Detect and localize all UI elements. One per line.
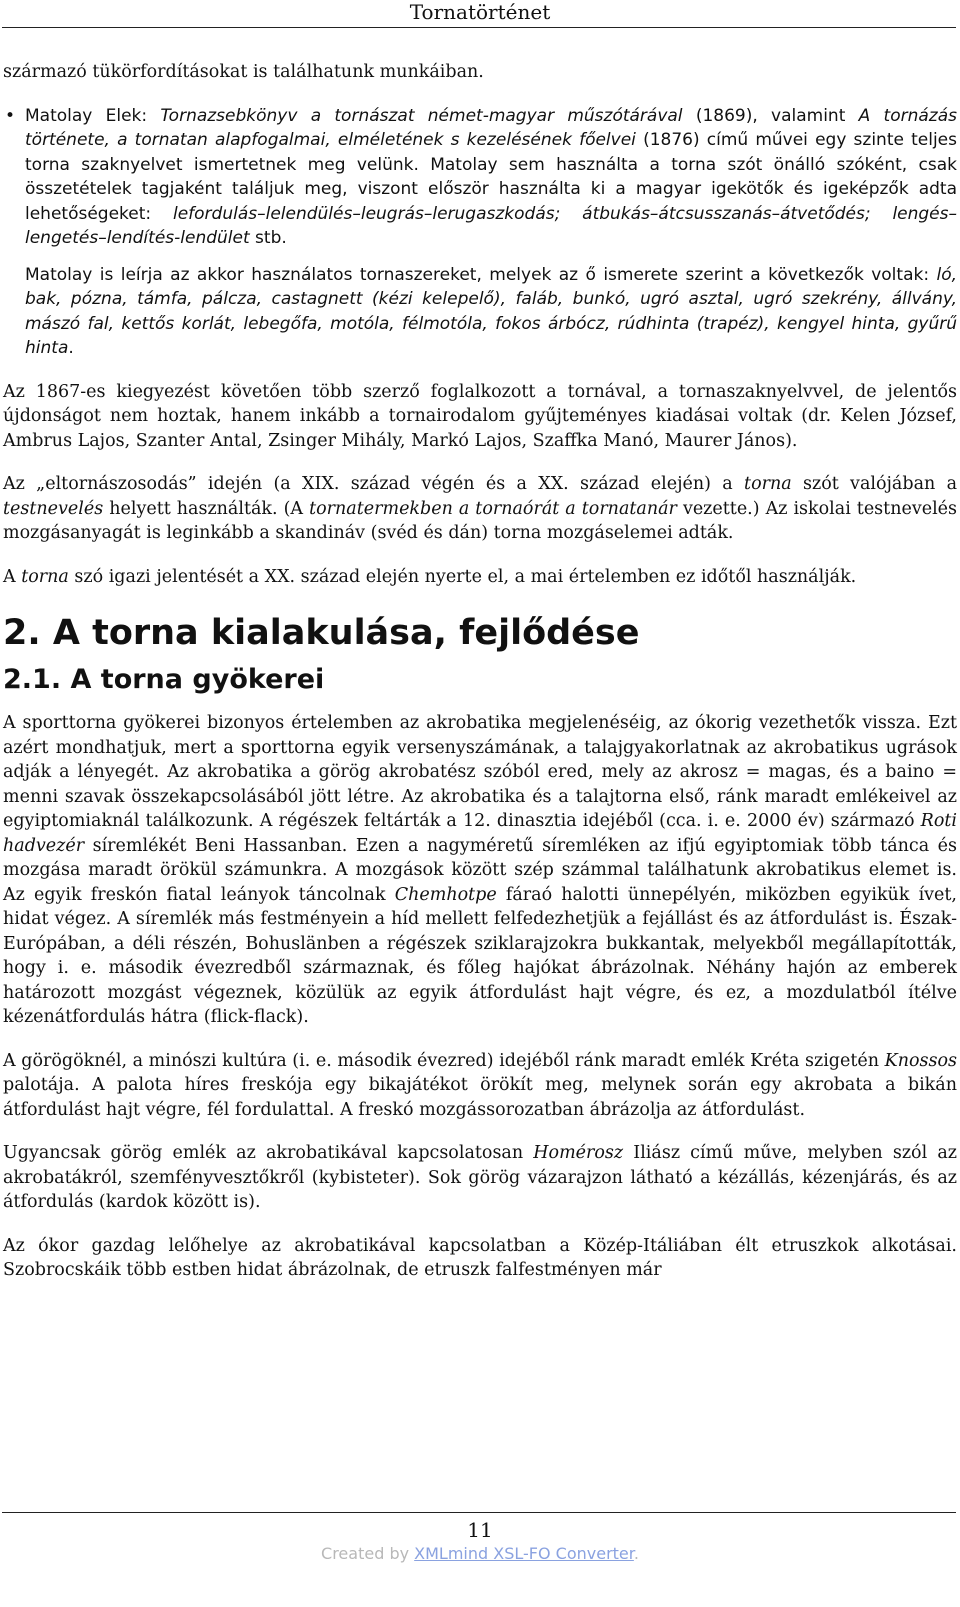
paragraph-gyokerek: A sporttorna gyökerei bizonyos értelemben az akrobatika megjelenéséig, az ókorig vezethetők vissza. Ezt azért mondhatjuk, mert a sporttorna egyik versenyszámának, a talajgyakorlatnak az akrobatikus ugrások adják a lényegét. Az akrobatika a görög akrobatész szóból ered, mely az akrosz = magas, és a baino = menni szavak összekapcsolásából jött létre. Az akrobatika és a talajtorna első, ránk maradt emlékeivel az egyiptomiaknál találkozunk. A régészek feltárták a 12. dinasztia idejéből (cca. i. e. 2000 év) származó Roti hadvezér síremlékét Beni Hassanban. Ezen a nagyméretű síremléken az ifjú egyiptomiak több tánca és mozgása maradt örökül számunkra. A mozgások között szép számmal találhatunk akrobatikus elemet is. Az egyik freskón fiatal leányok táncolnak Chemhotpe fáraó halotti ünnepélyén, miközben egyikük ívet, hidat végez. A síremlék más festményein a híd mellett felfedezhetjük a fejállást és az átfordulást is. Észak-Európában, a déli részén, Bohuslänben a régészek sziklarajzokra bukkantak, melyekből megállapították, hogy i. e. második évezredből származnak, és főleg hajókat ábrázolnak. Néhány hajón az emberek határozott mozgást végeznek, közülük az egyik átfordulást hajt végre, és ez, a mozdulatból ítélve kézenátfordulás hátra (flick-flack).	[3, 713, 957, 1027]
running-header-title: Tornatörténet	[409, 0, 551, 24]
chapter-heading: 2. A torna kialakulása, fejlődése	[3, 613, 640, 653]
footer-rule	[2, 1512, 956, 1513]
header-rule	[2, 27, 956, 28]
paragraph-etruszkok: Az ókor gazdag lelőhelye az akrobatikával kapcsolatban a Közép-Itáliában élt etruszkok alkotásai. Szobrocskáik több estben hidat ábrázolnak, de etruszk falfestményen már	[3, 1235, 957, 1280]
bullet-icon: •	[5, 105, 16, 126]
page-number: 11	[467, 1518, 493, 1542]
bullet-paragraph-1: Matolay Elek: Tornazsebkönyv a tornászat német-magyar műszótárával (1869), valamint A tornázás története, a tornatan alapfogalmai, elméletének s kezelésének főelvei (1876) című művei egy szinte teljes torna szaknyelvet ismertetnek meg velünk. Matolay sem használta a torna szót önálló szóként, csak összetételek tagjaként találjuk meg, viszont először használta ki a magyar igekötők és igeképzők adta lehetőségeket: lefordulás–lelendülés–leugrás–lerugaszkodás; átbukás–átcsusszanás–átvetődés; lengés–lengetés–lendítés-lendület stb.	[25, 105, 958, 248]
section-heading: 2.1. A torna gyökerei	[3, 664, 325, 695]
page-body	[3, 60, 957, 1283]
paragraph-kiegyezes: Az 1867-es kiegyezést követően több szerző foglalkozott a tornával, a tornaszaknyelvvel, de jelentős újdonságot nem hoztak, hanem inkább a tornairodalom gyűjteményes kiadásai voltak (dr. Kelen József, Ambrus Lajos, Szanter Antal, Zsinger Mihály, Markó Lajos, Szaffka Manó, Maurer János).	[3, 381, 957, 451]
bullet-item-matolay	[3, 104, 957, 361]
book-title-1: Tornazsebkönyv a tornászat német-magyar műszótárával	[160, 105, 683, 126]
paragraph-continuation: származó tükörfordításokat is találhatunk munkáiban.	[3, 62, 484, 82]
generator-credit: Created by XMLmind XSL-FO Converter.	[321, 1544, 639, 1563]
paragraph-eltornaszosodas: Az „eltornászosodás” idején (a XIX. század végén és a XX. század elején) a torna szót valójában a testnevelés helyett használták. (A tornatermekben a tornaórát a tornatanár vezette.) Az iskolai testnevelés mozgásanyagát is leginkább a skandináv (svéd és dán) torna mozgáselemei adták.	[3, 474, 958, 543]
paragraph-homerosz: Ugyancsak görög emlék az akrobatikával kapcsolatosan Homérosz Iliász című műve, melyben szól az akrobatákról, szemfényvesztőkről (kybisteter). Sok görög vázarajzon látható a kézállás, kézenjárás, és az átfordulás (kardok között is).	[3, 1143, 957, 1212]
term-list: lefordulás–lelendülés–leugrás–lerugaszkodás; átbukás–átcsusszanás–átvetődés; lengés–lengetés–lendítés-lendület	[25, 203, 958, 248]
running-header	[0, 0, 960, 28]
converter-link[interactable]: XMLmind XSL-FO Converter	[414, 1544, 634, 1563]
book-title-2: A tornázás története, a tornatan alapfogalmai, elméletének s kezelésének főelvei	[25, 105, 957, 150]
paragraph-torna-jelentes: A torna szó igazi jelentését a XX. század elején nyerte el, a mai értelemben ez időtől használják.	[3, 566, 857, 587]
paragraph-gorogok: A görögöknél, a minószi kultúra (i. e. második évezred) idejéből ránk maradt emlék Kréta szigetén Knossos palotája. A palota híres freskója egy bikajátékot örökít meg, melynek során egy akrobata a bikán átfordulást hajt végre, fél fordulattal. A freskó mozgássorozatban ábrázolja az átfordulást.	[3, 1050, 957, 1120]
bullet-paragraph-2: Matolay is leírja az akkor használatos tornaszereket, melyek az ő ismerete szerint a következők voltak: ló, bak, pózna, támfa, pálcza, castagnett (kézi kelepelő), faláb, bunkó, ugró asztal, ugró szekrény, állvány, mászó fal, kettős korlát, lebegőfa, motóla, félmotóla, fokos árbócz, rúdhinta (trapéz), kengyel hinta, gyűrű hinta.	[25, 264, 957, 358]
apparatus-list: ló, bak, pózna, támfa, pálcza, castagnett (kézi kelepelő), faláb, bunkó, ugró asztal, ugró szekrény, állvány, mászó fal, kettős korlát, lebegőfa, motóla, félmotóla, fokos árbócz, rúdhinta (trapéz), kengyel hinta, gyűrű hinta	[25, 264, 957, 358]
